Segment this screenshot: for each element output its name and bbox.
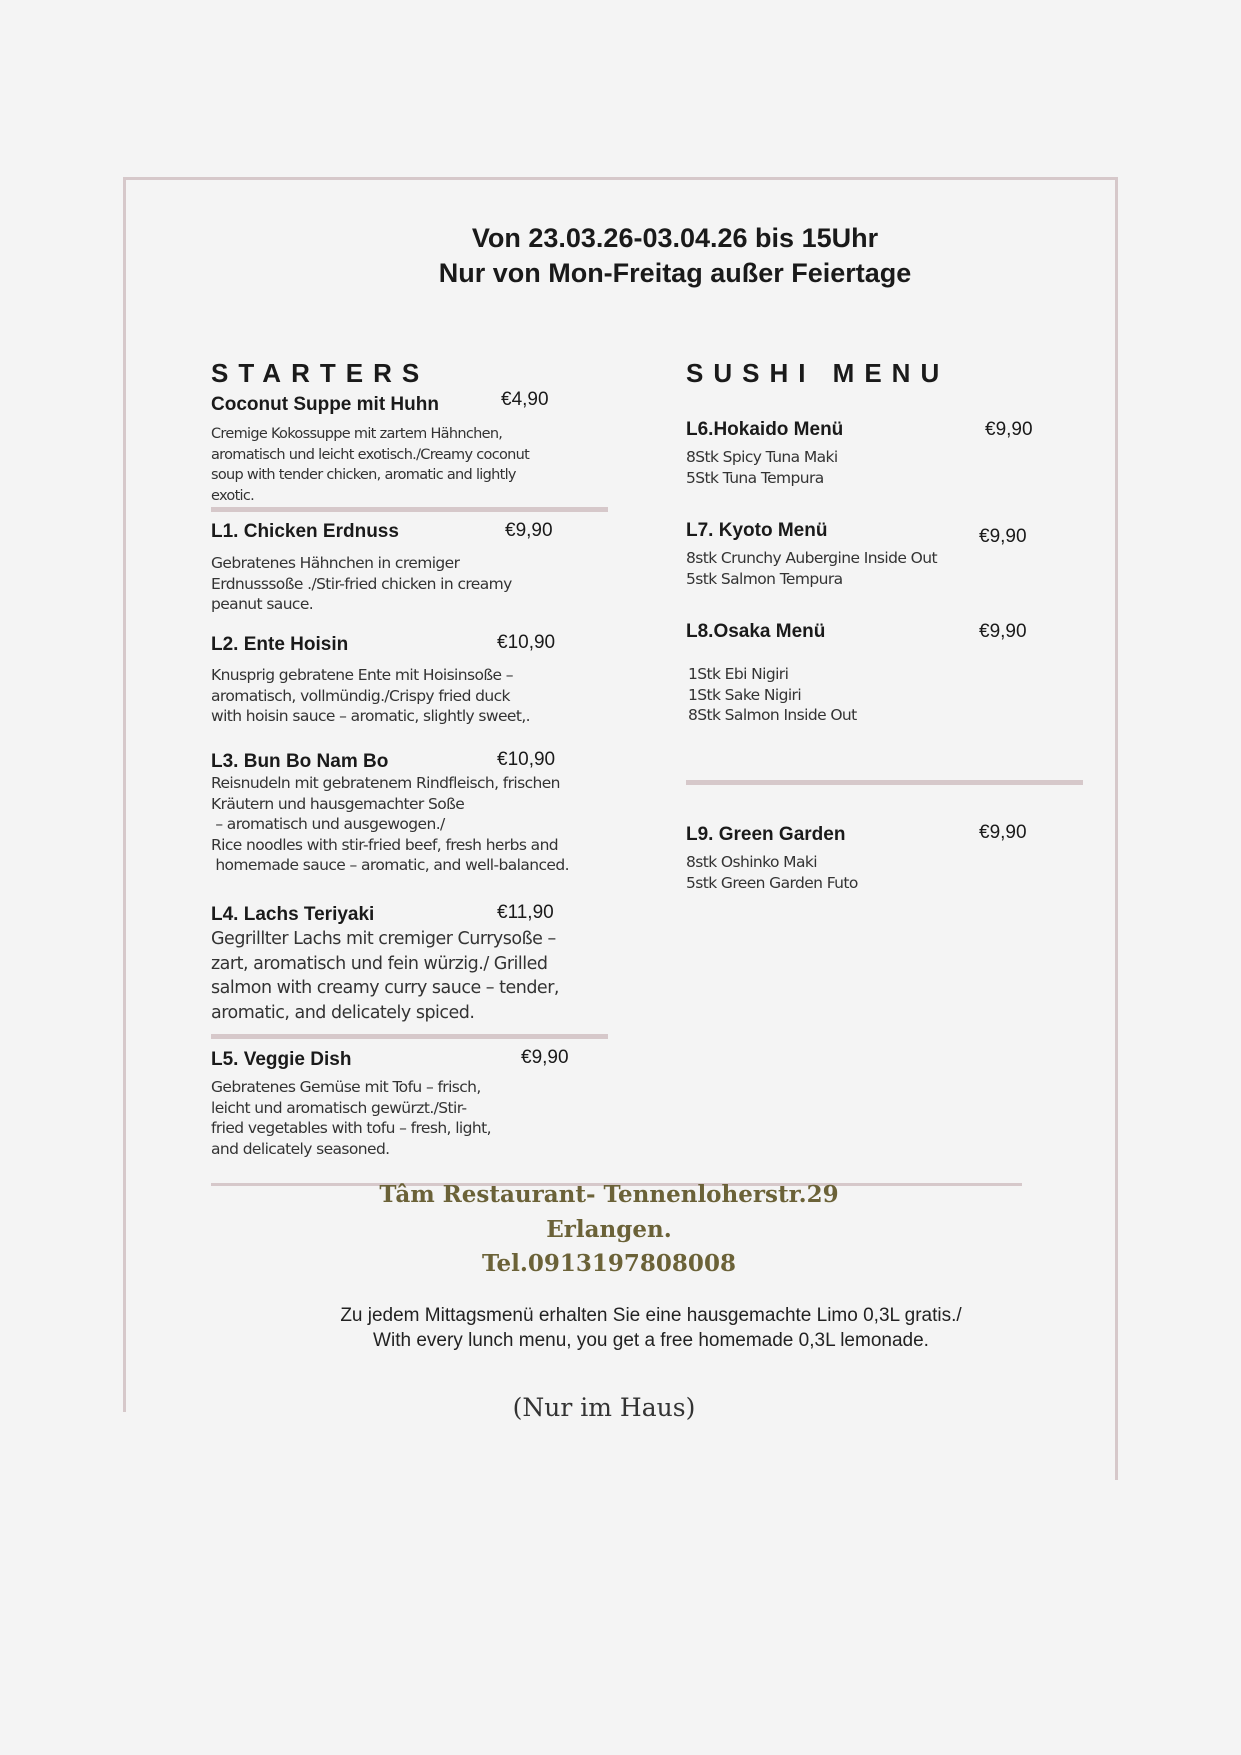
item-description [688, 664, 857, 726]
restaurant-address: Tâm Restaurant- Tennenloherstr.29 [379, 1181, 839, 1208]
item-price: €11,90 [497, 902, 554, 923]
description-line: Reisnudeln mit gebratenem Rindfleisch, frischen [211, 774, 560, 792]
item-description [211, 553, 512, 615]
item-price: €9,90 [979, 526, 1027, 547]
description-line: Erdnusssoße ./Stir-fried chicken in creamy [211, 574, 512, 593]
item-price: €9,90 [505, 520, 553, 541]
description-line: with hoisin sauce – aromatic, slightly sweet,. [211, 707, 530, 725]
description-line: aromatisch und leicht exotisch./Creamy coconut [211, 446, 530, 463]
item-description [211, 773, 569, 876]
description-line: 1Stk Sake Nigiri [688, 685, 802, 704]
item-name: L5. Veggie Dish [211, 1049, 352, 1070]
description-line: fried vegetables with tofu – fresh, light, [211, 1119, 491, 1137]
description-line: salmon with creamy curry sauce – tender, [211, 978, 559, 998]
description-line: peanut sauce. [211, 595, 314, 613]
description-line: Cremige Kokossuppe mit zartem Hähnchen, [211, 426, 503, 442]
lemonade-note-de: Zu jedem Mittagsmenü erhalten Sie eine hausgemachte Limo 0,3L gratis./ [340, 1305, 962, 1326]
description-line: Knusprig gebratene Ente mit Hoisinsoße – [211, 666, 513, 684]
item-name: L2. Ente Hoisin [211, 634, 349, 655]
description-line: homemade sauce – aromatic, and well-balanced. [211, 856, 569, 874]
item-description [686, 447, 838, 488]
item-price: €9,90 [979, 621, 1027, 642]
section-divider [211, 1034, 608, 1039]
frame-right-border [1115, 177, 1118, 1480]
description-line: 8stk Crunchy Aubergine Inside Out [686, 549, 937, 567]
description-line: 8stk Oshinko Maki [686, 853, 817, 871]
section-divider [211, 507, 608, 512]
date-range-heading: Von 23.03.26-03.04.26 bis 15Uhr [471, 223, 879, 253]
item-price: €10,90 [497, 632, 556, 653]
frame-top-border [123, 177, 1118, 180]
item-name: L3. Bun Bo Nam Bo [211, 751, 389, 772]
description-line: Gebratenes Hähnchen in cremiger [211, 554, 460, 572]
section-divider [686, 780, 1083, 785]
item-name: Coconut Suppe mit Huhn [211, 394, 439, 415]
item-description [686, 548, 937, 589]
description-line: Gegrillter Lachs mit cremiger Currysoße – [211, 929, 556, 949]
item-name: L9. Green Garden [686, 824, 846, 845]
item-name: L6.Hokaido Menü [686, 419, 844, 440]
restaurant-city: Erlangen. [546, 1216, 672, 1243]
description-line: Kräutern und hausgemachter Soße [211, 794, 465, 813]
description-line: – aromatisch und ausgewogen./ [211, 815, 445, 833]
item-price: €10,90 [497, 749, 556, 770]
description-line: 5stk Green Garden Futo [686, 873, 858, 892]
house-only-note: (Nur im Haus) [512, 1393, 696, 1422]
description-line: 8Stk Salmon Inside Out [688, 706, 857, 724]
starters-title: STARTERS [211, 358, 430, 388]
description-line: soup with tender chicken, aromatic and lightly [211, 467, 516, 483]
item-price: €9,90 [521, 1047, 569, 1068]
description-line: aromatic, and delicately spiced. [211, 1002, 475, 1023]
description-line: leicht und aromatisch gewürzt./Stir- [211, 1098, 467, 1117]
lemonade-note-en: With every lunch menu, you get a free homemade 0,3L lemonade. [373, 1330, 929, 1351]
description-line: exotic. [211, 487, 255, 504]
sushi-menu-title: SUSHI MENU [686, 358, 950, 388]
item-price: €4,90 [501, 389, 549, 410]
description-line: Rice noodles with stir-fried beef, fresh herbs and [211, 835, 559, 854]
item-description [211, 424, 529, 506]
item-description [686, 852, 858, 893]
item-price: €9,90 [985, 419, 1033, 440]
item-name: L8.Osaka Menü [686, 621, 826, 642]
description-line: aromatisch, vollmündig./Crispy fried duck [211, 686, 510, 705]
description-line: 5Stk Tuna Tempura [686, 468, 824, 487]
item-price: €9,90 [979, 822, 1027, 843]
item-name: L7. Kyoto Menü [686, 520, 828, 541]
item-description [211, 1077, 491, 1159]
description-line: and delicately seasoned. [211, 1139, 390, 1158]
item-name: L1. Chicken Erdnuss [211, 521, 399, 542]
description-line: 8Stk Spicy Tuna Maki [686, 448, 838, 466]
item-description [211, 665, 530, 727]
description-line: Gebratenes Gemüse mit Tofu – frisch, [211, 1078, 481, 1096]
description-line: 1Stk Ebi Nigiri [688, 665, 789, 683]
weekday-heading: Nur von Mon-Freitag außer Feiertage [438, 258, 912, 288]
restaurant-phone: Tel.0913197808008 [482, 1250, 736, 1277]
description-line: 5stk Salmon Tempura [686, 569, 843, 588]
item-name: L4. Lachs Teriyaki [211, 904, 375, 925]
item-description [211, 927, 559, 1025]
description-line: zart, aromatisch und fein würzig./ Grilled [211, 953, 548, 974]
